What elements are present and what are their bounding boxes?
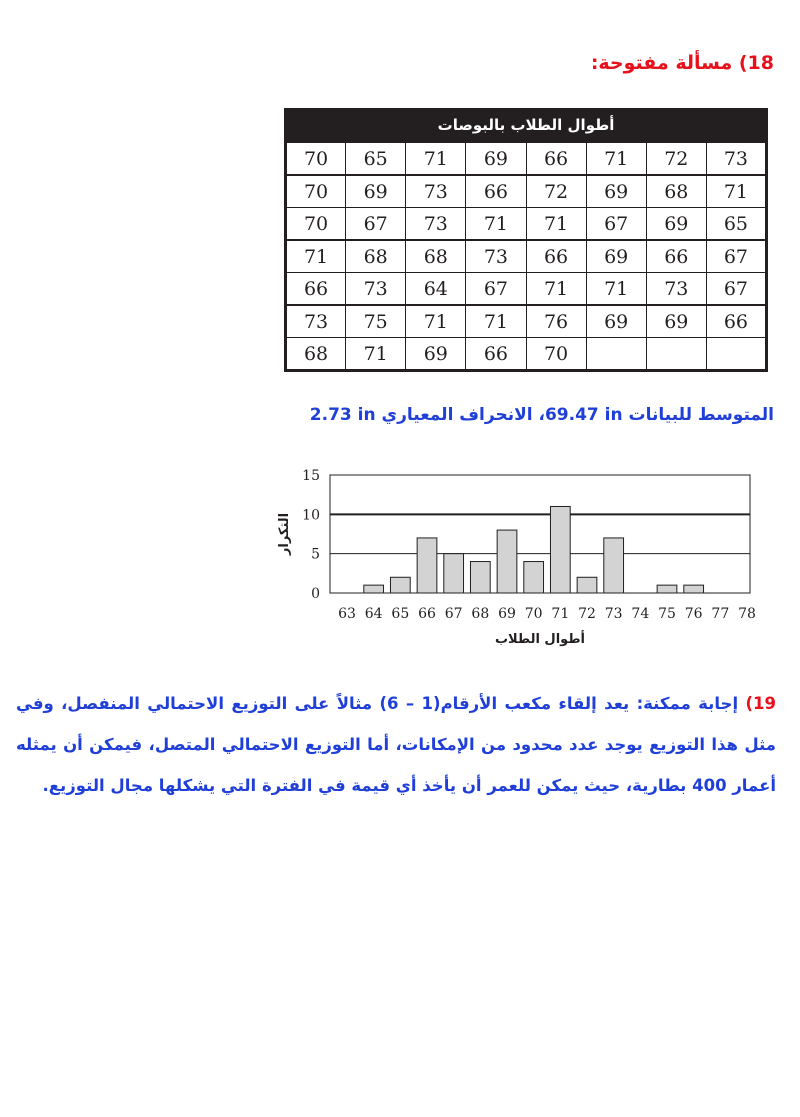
table-cell: 73 xyxy=(346,273,406,306)
table-row xyxy=(286,305,767,338)
table-cell: 73 xyxy=(286,305,346,338)
table-cell: 66 xyxy=(286,273,346,306)
histogram-bar xyxy=(577,577,597,593)
table-cell: 73 xyxy=(406,208,466,241)
x-tick-label: 72 xyxy=(578,606,596,622)
table-cell: 73 xyxy=(706,143,766,176)
table-cell: 73 xyxy=(406,175,466,208)
table-cell: 72 xyxy=(526,175,586,208)
table-row xyxy=(286,338,767,371)
table-cell: 76 xyxy=(526,305,586,338)
x-tick-label: 70 xyxy=(524,606,543,622)
table-cell: 68 xyxy=(346,240,406,273)
x-tick-label: 68 xyxy=(471,606,490,622)
histogram-bar xyxy=(524,562,544,593)
table-cell xyxy=(646,338,706,371)
table-cell: 75 xyxy=(346,305,406,338)
x-tick-label: 65 xyxy=(391,606,410,622)
x-tick-label: 73 xyxy=(604,606,623,622)
answer-19 xyxy=(16,683,776,806)
x-tick-label: 69 xyxy=(498,606,516,622)
table-cell: 67 xyxy=(346,208,406,241)
table-row xyxy=(286,240,767,273)
table-cell: 64 xyxy=(406,273,466,306)
table-cell: 66 xyxy=(466,175,526,208)
y-axis-title: التكرار xyxy=(277,512,292,556)
table-cell: 72 xyxy=(646,143,706,176)
x-tick-label: 71 xyxy=(551,606,570,622)
x-tick-label: 77 xyxy=(711,606,730,622)
table-cell: 69 xyxy=(586,240,646,273)
table-cell: 71 xyxy=(526,273,586,306)
heights-table xyxy=(284,108,768,372)
sd-value: 2.73 in xyxy=(309,405,376,425)
table-cell: 69 xyxy=(346,175,406,208)
x-tick-label: 78 xyxy=(738,606,756,622)
table-cell: 69 xyxy=(646,208,706,241)
table-title: أطوال الطلاب بالبوصات xyxy=(284,108,768,142)
histogram-bar xyxy=(657,585,677,593)
table-cell: 69 xyxy=(466,143,526,176)
table-row xyxy=(286,273,767,306)
table-cell: 71 xyxy=(406,143,466,176)
table-cell: 66 xyxy=(646,240,706,273)
table-cell: 68 xyxy=(406,240,466,273)
table-cell: 67 xyxy=(706,273,766,306)
table-cell: 71 xyxy=(466,305,526,338)
histogram-bar xyxy=(604,538,624,593)
x-tick-label: 63 xyxy=(338,606,356,622)
sd-label: ، الانحراف المعياري xyxy=(381,405,545,425)
histogram-bar xyxy=(550,506,570,593)
table-cell: 67 xyxy=(586,208,646,241)
answer-range: (6 – 1) xyxy=(379,694,441,713)
y-tick-label: 0 xyxy=(311,586,320,602)
histogram-bar xyxy=(497,530,517,593)
table-cell: 67 xyxy=(706,240,766,273)
y-tick-label: 5 xyxy=(311,546,320,563)
answer-text-3: بطارية، حيث يمكن للعمر أن يأخذ أي قيمة في الفترة التي يشكلها مجال التوزيع. xyxy=(42,776,687,795)
table-cell: 66 xyxy=(706,305,766,338)
table-cell: 71 xyxy=(346,338,406,371)
histogram-bar xyxy=(417,538,437,593)
table-cell: 68 xyxy=(646,175,706,208)
table-cell: 71 xyxy=(526,208,586,241)
table-cell: 70 xyxy=(286,208,346,241)
histogram-bar xyxy=(444,554,464,593)
height-histogram xyxy=(270,460,770,655)
table-cell: 69 xyxy=(586,175,646,208)
table-cell xyxy=(586,338,646,371)
table-cell: 70 xyxy=(286,143,346,176)
x-tick-label: 67 xyxy=(444,606,463,622)
table-cell: 73 xyxy=(466,240,526,273)
table-cell: 71 xyxy=(466,208,526,241)
mean-value: 69.47 in xyxy=(544,405,623,425)
mean-label: المتوسط للبيانات xyxy=(628,405,774,425)
answer-text-1: إجابة ممكنة: يعد إلقاء مكعب الأرقام xyxy=(440,694,739,713)
x-axis-title: أطوال الطلاب xyxy=(494,632,586,647)
x-tick-label: 75 xyxy=(658,606,676,622)
histogram-bar xyxy=(390,577,410,593)
table-cell: 69 xyxy=(586,305,646,338)
x-tick-label: 64 xyxy=(364,606,383,622)
table-row xyxy=(286,175,767,208)
table-cell: 71 xyxy=(286,240,346,273)
table-cell xyxy=(706,338,766,371)
table-row xyxy=(286,208,767,241)
table-cell: 66 xyxy=(526,143,586,176)
histogram-bar xyxy=(364,585,384,593)
y-tick-label: 15 xyxy=(302,468,320,484)
x-tick-label: 76 xyxy=(684,606,703,622)
table-cell: 65 xyxy=(706,208,766,241)
table-cell: 66 xyxy=(466,338,526,371)
answer-text-2: مثالاً على التوزيع الاحتمالي المنفصل، وفي مثل هذا التوزيع يوجد عدد محدود من الإمكانات، أما التوزيع الاحتمالي المتصل، فيمكن أن يمثله أعمار xyxy=(16,694,776,795)
x-tick-label: 74 xyxy=(631,606,650,622)
table-cell: 73 xyxy=(646,273,706,306)
question-18-label: 18) مسألة مفتوحة: xyxy=(590,52,774,74)
table-cell: 69 xyxy=(646,305,706,338)
answer-number-400: 400 xyxy=(692,776,727,795)
stats-line xyxy=(310,405,774,425)
table-cell: 70 xyxy=(526,338,586,371)
table-cell: 67 xyxy=(466,273,526,306)
answer-number: 19) xyxy=(745,694,776,713)
heights-grid xyxy=(284,142,768,372)
x-tick-label: 66 xyxy=(418,606,436,622)
table-cell: 68 xyxy=(286,338,346,371)
table-cell: 70 xyxy=(286,175,346,208)
table-cell: 71 xyxy=(706,175,766,208)
histogram-bar xyxy=(684,585,704,593)
table-cell: 71 xyxy=(586,273,646,306)
table-cell: 69 xyxy=(406,338,466,371)
table-cell: 66 xyxy=(526,240,586,273)
table-row xyxy=(286,143,767,176)
y-tick-label: 10 xyxy=(302,507,320,524)
table-cell: 71 xyxy=(406,305,466,338)
histogram-bar xyxy=(470,562,490,593)
table-cell: 71 xyxy=(586,143,646,176)
table-cell: 65 xyxy=(346,143,406,176)
